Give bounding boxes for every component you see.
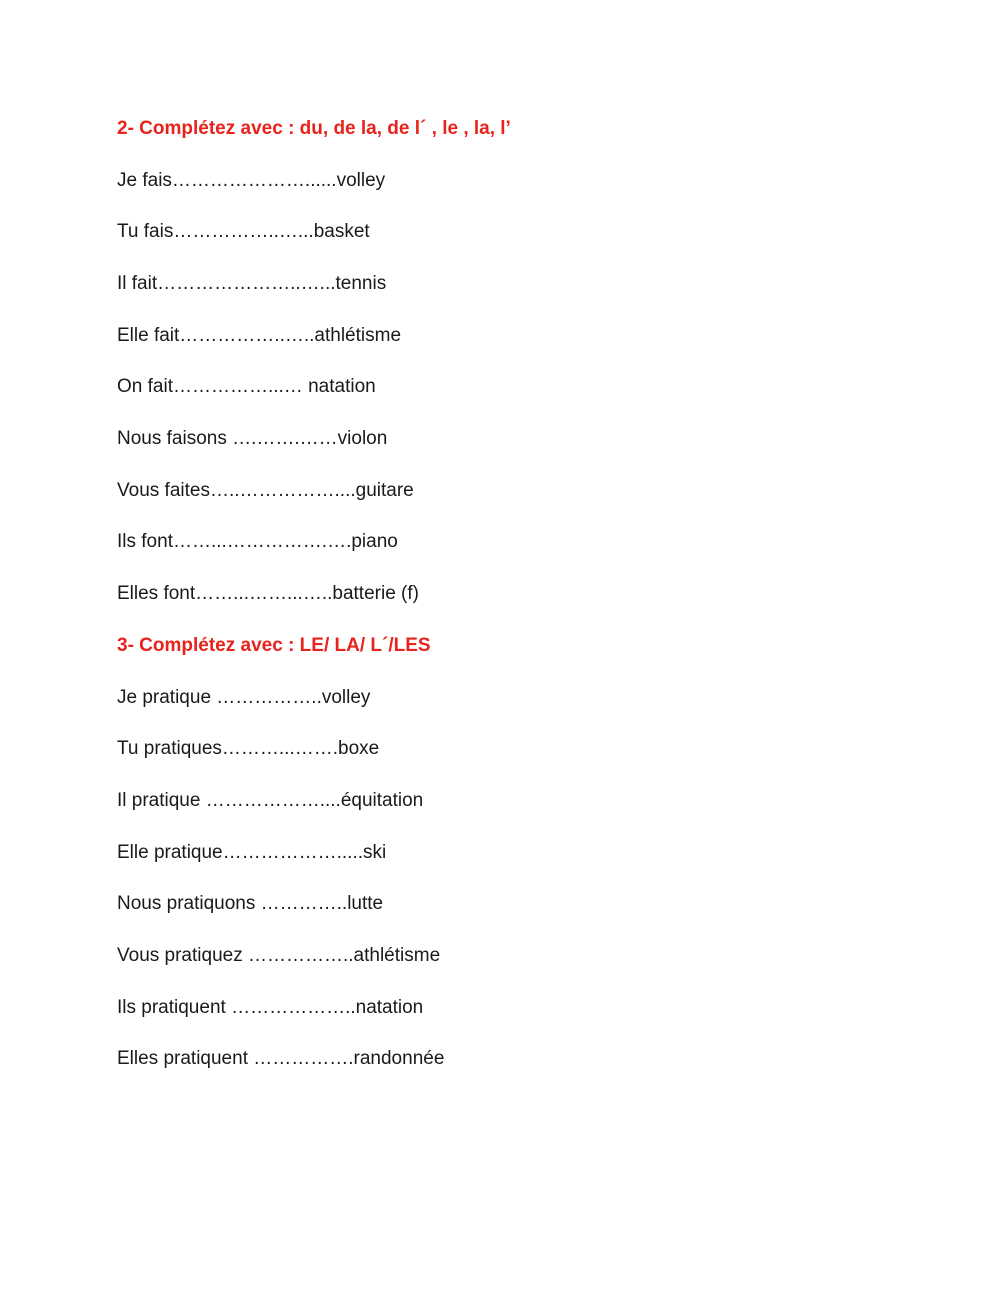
exercise-line: Vous pratiquez ……………..athlétisme bbox=[117, 945, 441, 966]
exercise-line: Elles font……...……...…..batterie (f) bbox=[117, 583, 419, 604]
exercise-line: Elle pratique……………….....ski bbox=[117, 842, 387, 863]
exercise-line: Il pratique ………………....équitation bbox=[117, 790, 424, 811]
exercise-line: Nous pratiquons …………..lutte bbox=[117, 893, 384, 914]
exercise-line: On fait……………...… natation bbox=[117, 376, 376, 397]
exercise-line: Je pratique ……………..volley bbox=[117, 687, 371, 708]
exercise-line: Ils font……...…………….….piano bbox=[117, 531, 398, 552]
exercise-line: Ils pratiquent ………………..natation bbox=[117, 997, 424, 1018]
exercise-line: Vous faites…..……………....guitare bbox=[117, 480, 414, 501]
exercise-line: Il fait…………………..…...tennis bbox=[117, 273, 387, 294]
exercise-line: Tu pratiques………...…….boxe bbox=[117, 738, 380, 759]
exercise-line: Elles pratiquent …………….randonnée bbox=[117, 1048, 445, 1069]
exercise-line: Tu fais……………..…...basket bbox=[117, 221, 370, 242]
exercise-line: Je fais…………………......volley bbox=[117, 170, 386, 191]
exercise-line: Nous faisons ….…….……violon bbox=[117, 428, 388, 449]
exercise-line: Elle fait……………..…..athlétisme bbox=[117, 325, 402, 346]
section-2-heading: 2- Complétez avec : du, de la, de l´ , le , la, l’ bbox=[117, 118, 511, 139]
section-3-heading: 3- Complétez avec : LE/ LA/ L´/LES bbox=[117, 635, 431, 656]
